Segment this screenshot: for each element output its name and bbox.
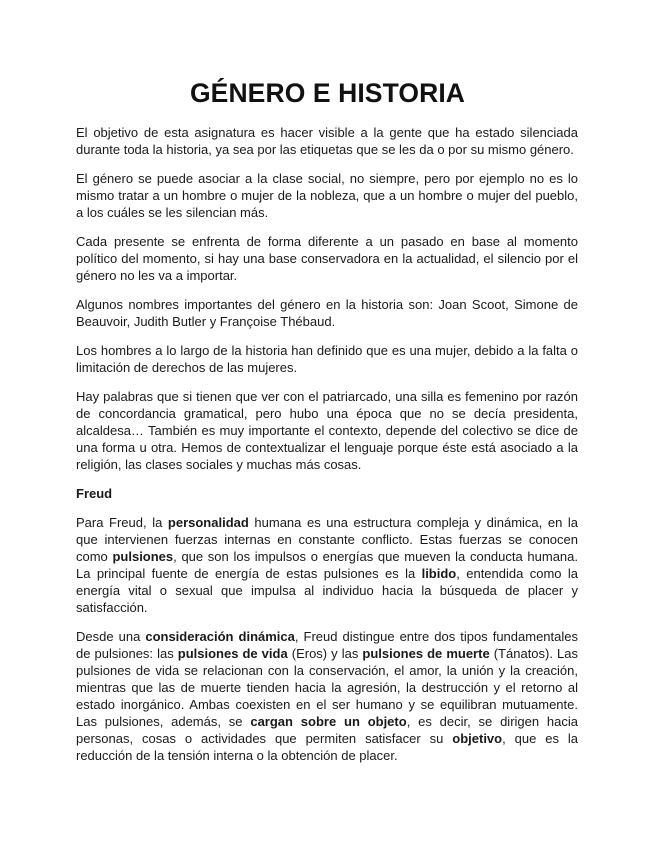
- paragraph-present-past: Cada presente se enfrenta de forma diferente a un pasado en base al momento político del momento, si hay una base conservadora en la actualidad, el silencio por el género no les va a importar.: [76, 234, 578, 283]
- paragraph-men-define-women: Los hombres a lo largo de la historia han definido que es una mujer, debido a la falta o limitación de derechos de las mujeres.: [76, 343, 578, 375]
- text-run: humana es una estructura compleja y dinámica, en la que intervienen fuerzas internas en constante conflicto. Estas fuerzas se conocen como: [76, 515, 578, 564]
- text-run: (Eros) y las: [287, 646, 363, 661]
- bold-term-objetivo: objetivo: [452, 731, 503, 746]
- text-run: (Tánatos). Las pulsiones de vida se relacionan con la conservación, el amor, la unión y la creación, mientras que las de muerte tienden hacia la agresión, la destrucción y el retorno al estado inorgánico. Ambas coexisten en el ser humano y se equilibran mutuamente. Las pulsiones, además, se: [76, 646, 578, 729]
- page-title: GÉNERO E HISTORIA: [189, 78, 466, 108]
- text-run: Para Freud, la: [76, 515, 168, 530]
- paragraph-important-names: Algunos nombres importantes del género en la historia son: Joan Scoot, Simone de Beauvoir, Judith Butler y Françoise Thébaud.: [76, 297, 578, 329]
- paragraph-language-patriarchy: Hay palabras que si tienen que ver con el patriarcado, una silla es femenino por razón de concordancia gramatical, pero hubo una época que no se decía presidenta, alcaldesa… También es muy importante el contexto, depende del colectivo se dice de una forma u otra. Hemos de contextualizar el lenguaje porque éste está asociado a la religión, las clases sociales y muchas más cosas.: [76, 389, 578, 472]
- paragraph-freud-dynamic: [76, 628, 578, 764]
- section-heading-freud: Freud: [76, 486, 113, 501]
- bold-term-pulsiones-de-vida: pulsiones de vida: [177, 646, 288, 661]
- paragraph-social-class: El género se puede asociar a la clase social, no siempre, pero por ejemplo no es lo mismo tratar a un hombre o mujer de la nobleza, que a un hombre o mujer del pueblo, a los cuáles se les silencian más.: [76, 171, 578, 220]
- bold-term-pulsiones: pulsiones: [112, 549, 174, 564]
- text-run: , que son los impulsos o energías que mueven la conducta humana. La principal fuente de energía de estas pulsiones es la: [76, 549, 578, 581]
- bold-term-personalidad: personalidad: [167, 515, 249, 530]
- bold-term-libido: libido: [421, 566, 457, 581]
- document-body: [76, 124, 578, 776]
- paragraph-freud-personality: [76, 514, 578, 616]
- text-run: Desde una: [76, 629, 146, 644]
- bold-term-consideracion-dinamica: consideración dinámica: [145, 629, 295, 644]
- text-run: , entendida como la energía vital o sexual que impulsa al individuo hacia la búsqueda de placer y satisfacción.: [76, 566, 578, 615]
- text-run: , Freud distingue entre dos tipos fundamentales de pulsiones: las: [76, 629, 578, 661]
- bold-term-cargan-sobre-un-objeto: cargan sobre un objeto: [250, 714, 407, 729]
- text-run: , es decir, se dirigen hacia personas, cosas o actividades que permiten satisfacer su: [76, 714, 578, 746]
- bold-term-pulsiones-de-muerte: pulsiones de muerte: [362, 646, 490, 661]
- paragraph-objective: El objetivo de esta asignatura es hacer visible a la gente que ha estado silenciada durante toda la historia, ya sea por las etiquetas que se les da o por su mismo género.: [76, 125, 578, 157]
- text-run: , que es la reducción de la tensión interna o la obtención de placer.: [76, 731, 578, 763]
